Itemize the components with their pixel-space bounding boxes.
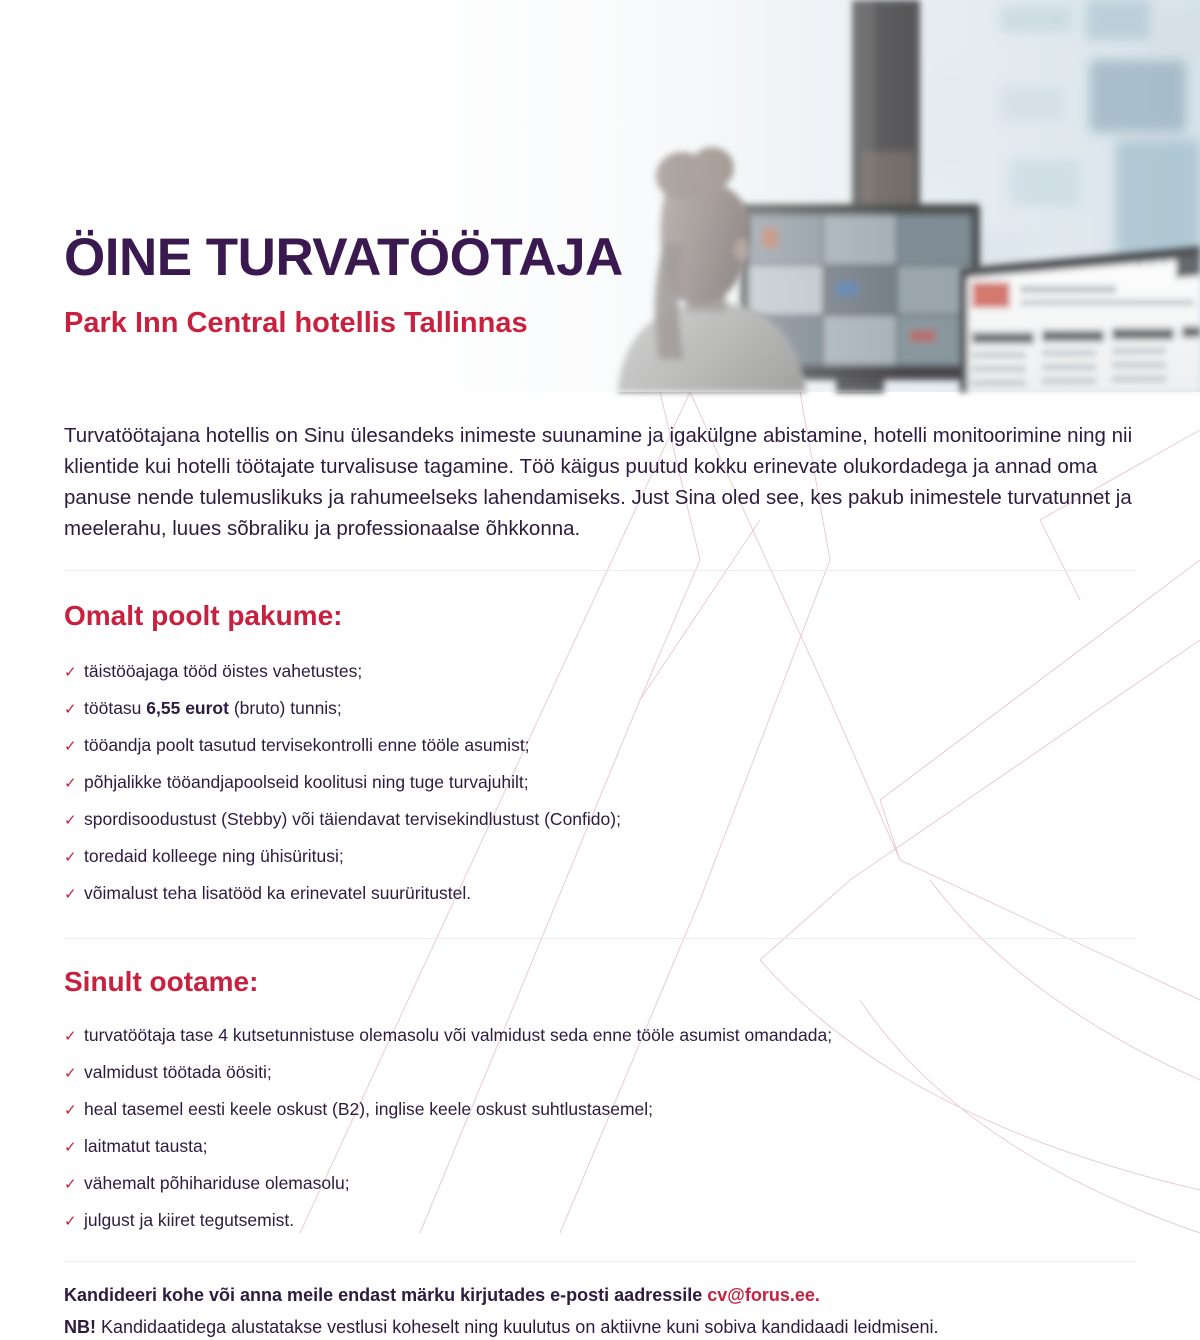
check-icon: ✓ xyxy=(64,663,77,681)
list-item xyxy=(64,875,1136,912)
list-item-pre: põhjalikke tööandjapoolseid koolitusi ning tuge turvajuhilt; xyxy=(84,771,529,792)
list-item-pre: turvatöötaja tase 4 kutsetunnistuse olemasolu või valmidust seda enne tööle asumist omandada; xyxy=(84,1024,833,1045)
offer-section-heading: Omalt poolt pakume: xyxy=(64,600,343,631)
footer-nb-text: Kandidaatidega alustatakse vestlusi koheselt ning kuulutus on aktiivne kuni sobiva kandidaadi leidmiseni. xyxy=(96,1317,939,1337)
list-item-text xyxy=(84,1136,1136,1156)
footer-contact-block xyxy=(64,1282,1136,1340)
list-item-text xyxy=(84,1025,1136,1045)
list-item-text xyxy=(84,698,1136,718)
list-item-text xyxy=(84,1210,1136,1230)
list-item xyxy=(64,690,1136,727)
check-icon: ✓ xyxy=(64,1138,77,1156)
footer-nb-label: NB! xyxy=(64,1317,96,1337)
check-icon: ✓ xyxy=(64,1101,77,1119)
check-icon: ✓ xyxy=(64,885,77,903)
check-icon: ✓ xyxy=(64,700,77,718)
divider-above-offer xyxy=(64,570,1136,571)
list-item xyxy=(64,1128,1136,1165)
offer-list xyxy=(64,653,1136,912)
list-item-text xyxy=(84,735,1136,755)
list-item-text xyxy=(84,1099,1136,1119)
list-item xyxy=(64,1017,1136,1054)
list-item-pre: spordisoodustust (Stebby) või täiendavat tervisekindlustust (Confido); xyxy=(84,808,621,829)
content-column xyxy=(0,392,1200,1340)
footer-call-to-action xyxy=(64,1282,1136,1308)
list-item-bold: 6,55 eurot xyxy=(146,697,229,718)
check-icon: ✓ xyxy=(64,1212,77,1230)
list-item-pre: töötasu xyxy=(84,697,147,718)
check-icon: ✓ xyxy=(64,1175,77,1193)
footer-note xyxy=(64,1314,1136,1340)
check-icon: ✓ xyxy=(64,774,77,792)
list-item-pre: heal tasemel eesti keele oskust (B2), inglise keele oskust suhtlustasemel; xyxy=(84,1098,654,1119)
list-item xyxy=(64,1091,1136,1128)
list-item xyxy=(64,727,1136,764)
divider-above-footer xyxy=(64,1261,1136,1262)
list-item-post: (bruto) tunnis; xyxy=(228,697,342,718)
list-item-text xyxy=(84,1062,1136,1082)
list-item-pre: võimalust teha lisatööd ka erinevatel suurüritustel. xyxy=(84,882,472,903)
list-item-pre: vähemalt põhihariduse olemasolu; xyxy=(84,1172,350,1193)
list-item-pre: täistööajaga tööd öistes vahetustes; xyxy=(84,660,363,681)
list-item-text xyxy=(84,661,1136,681)
contact-email-link[interactable]: cv@forus.ee. xyxy=(707,1285,820,1305)
expect-list xyxy=(64,1017,1136,1239)
list-item xyxy=(64,838,1136,875)
offer-section xyxy=(64,599,1136,912)
list-item xyxy=(64,1165,1136,1202)
list-item-pre: tööandja poolt tasutud tervisekontrolli enne tööle asumist; xyxy=(84,734,530,755)
check-icon: ✓ xyxy=(64,811,77,829)
job-subtitle: Park Inn Central hotellis Tallinnas xyxy=(64,307,528,339)
list-item xyxy=(64,764,1136,801)
check-icon: ✓ xyxy=(64,1027,77,1045)
list-item-text xyxy=(84,846,1136,866)
list-item xyxy=(64,653,1136,690)
list-item-text xyxy=(84,883,1136,903)
list-item-pre: laitmatut tausta; xyxy=(84,1135,208,1156)
list-item-pre: julgust ja kiiret tegutsemist. xyxy=(84,1209,295,1230)
expect-section-heading: Sinult ootame: xyxy=(64,966,259,997)
headline-block xyxy=(64,228,623,340)
list-item xyxy=(64,1202,1136,1239)
intro-paragraph: Turvatöötajana hotellis on Sinu ülesandeks inimeste suunamine ja igakülgne abistamine, hotelli monitoorimine ning nii klientide kui hotelli töötajate turvalisuse tagamine. Töö käigus puutud kokku erinevate olukordadega ja annad oma panuse nende tulemuslikuks ja rahumeelseks lahendamiseks. Just Sina oled see, kes pakub inimestele turvatunnet ja meelerahu, luues sõbraliku ja professionaalse õhkkonna. xyxy=(64,424,1133,540)
list-item xyxy=(64,1054,1136,1091)
page-title: ÖINE TURVATÖÖTAJA xyxy=(64,228,623,287)
divider-above-expect xyxy=(64,938,1136,939)
list-item-text xyxy=(84,809,1136,829)
list-item xyxy=(64,801,1136,838)
list-item-pre: valmidust töötada öösiti; xyxy=(84,1061,272,1082)
footer-cta-text: Kandideeri kohe või anna meile endast märku kirjutades e-posti aadressile xyxy=(64,1285,708,1305)
expect-section xyxy=(64,965,1136,1239)
list-item-pre: toredaid kolleege ning ühisüritusi; xyxy=(84,845,344,866)
check-icon: ✓ xyxy=(64,1064,77,1082)
list-item-text xyxy=(84,1173,1136,1193)
list-item-text xyxy=(84,772,1136,792)
check-icon: ✓ xyxy=(64,848,77,866)
check-icon: ✓ xyxy=(64,737,77,755)
